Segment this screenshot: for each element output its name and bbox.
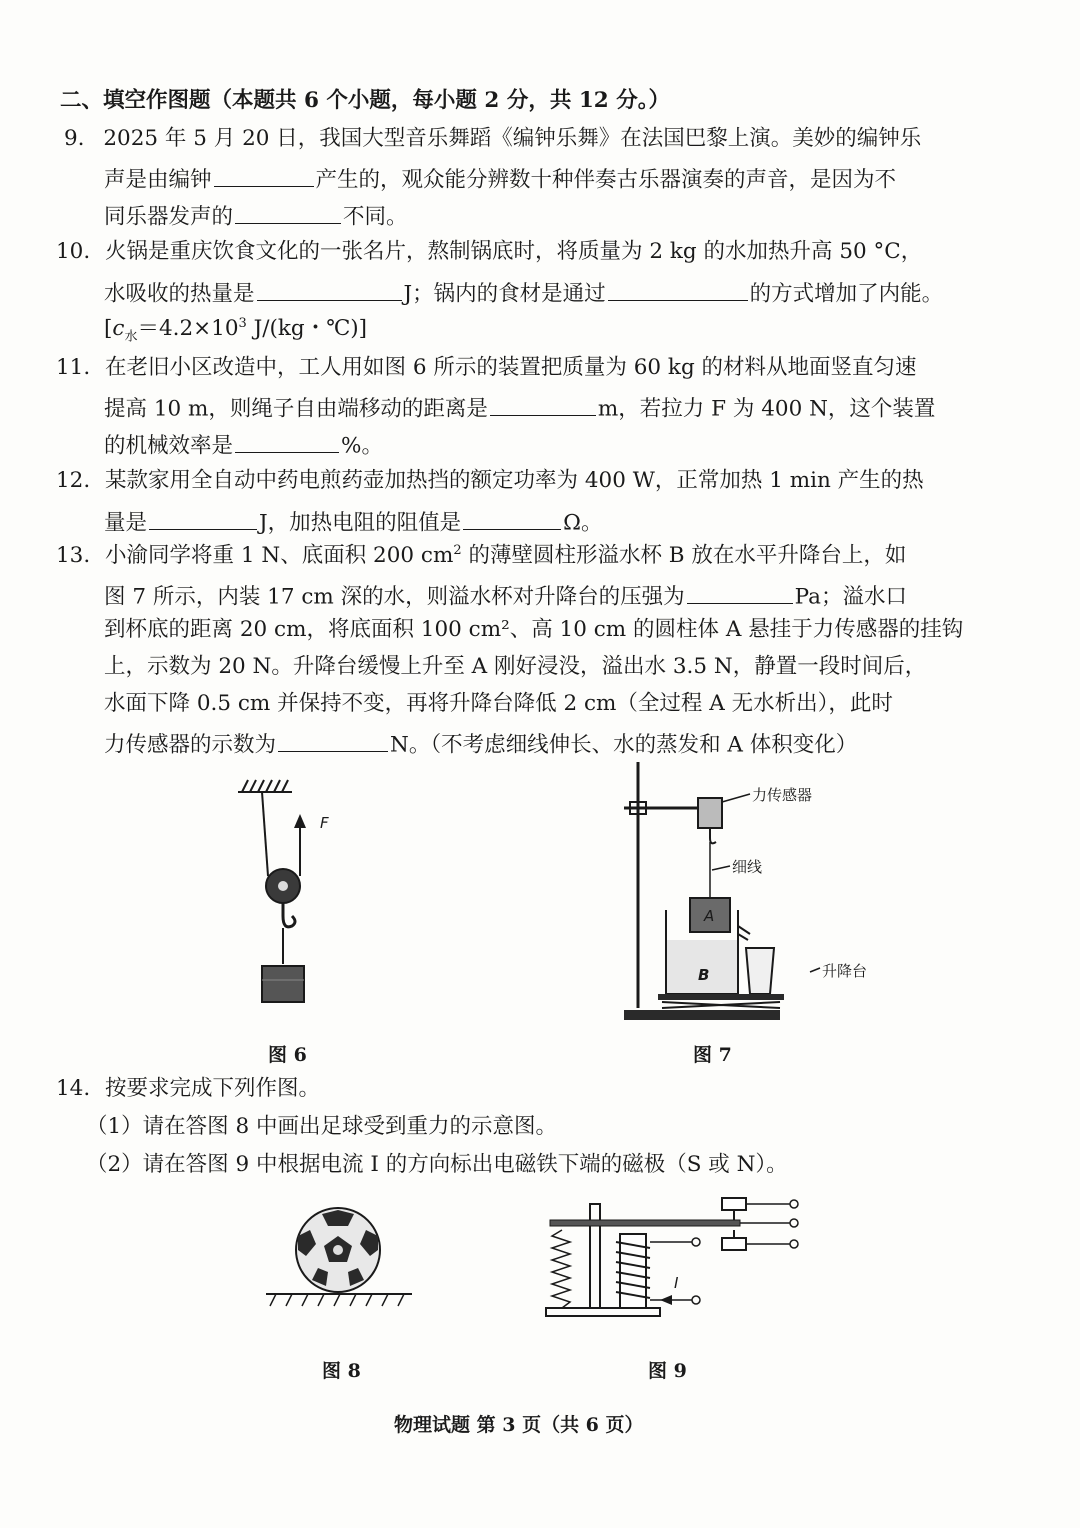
q10-number: 10. <box>56 239 91 264</box>
q13-text-2b: Pa；溢水口 <box>794 584 907 610</box>
q10-formula <box>104 316 367 345</box>
q10-formula-bracket: [ <box>104 316 113 342</box>
q10-text-2b: J；锅内的食材是通过 <box>403 281 606 307</box>
q13-line1 <box>56 543 906 569</box>
small-beaker <box>746 948 774 994</box>
q13-number: 13. <box>56 543 91 569</box>
q11-line2 <box>104 392 935 422</box>
figure-9-caption: 图 9 <box>648 1360 687 1382</box>
q14-part2: （2）请在答图 9 中根据电流 I 的方向标出电磁铁下端的磁极（S 或 N）。 <box>86 1152 788 1177</box>
q12-blank-2[interactable] <box>463 506 561 530</box>
pulley-hook <box>283 903 295 927</box>
force-sensor <box>698 798 722 828</box>
q9-number: 9. <box>64 126 85 151</box>
q10-formula-unit: J/(kg・℃)] <box>246 316 368 342</box>
terminal-lower[interactable] <box>790 1240 798 1248</box>
q10-blank-2[interactable] <box>608 277 748 301</box>
armature-bar <box>550 1220 740 1226</box>
q13-text-6b: N。（不考虑细线伸长、水的蒸发和 A 体积变化） <box>390 732 858 758</box>
q9-line2 <box>104 163 896 193</box>
q13-line3: 到杯底的距离 20 cm，将底面积 100 cm²、高 10 cm 的圆柱体 A 悬挂于力传感器的挂钩 <box>104 617 964 642</box>
q13-blank-2[interactable] <box>278 728 388 752</box>
rope-fixed <box>262 792 268 876</box>
q12-text-2c: Ω。 <box>563 510 603 536</box>
page-footer: 物理试题 第 3 页（共 6 页） <box>394 1414 644 1436</box>
sensor-hook <box>710 828 716 843</box>
terminal-middle[interactable] <box>790 1219 798 1227</box>
q13-text-2a: 图 7 所示，内装 17 cm 深的水，则溢水杯对升降台的压强为 <box>104 584 685 610</box>
contact-upper <box>722 1198 746 1210</box>
terminal-upper[interactable] <box>790 1200 798 1208</box>
lift-scissors <box>662 1002 780 1008</box>
q10-blank-1[interactable] <box>257 277 402 301</box>
q14-line1 <box>56 1076 320 1102</box>
thread-label: 细线 <box>732 858 763 876</box>
q10-line1 <box>56 239 922 265</box>
relay-base <box>546 1308 660 1316</box>
current-arrow <box>660 1295 672 1305</box>
figure-6-caption: 图 6 <box>268 1044 307 1066</box>
q12-line1 <box>56 468 924 494</box>
q11-text-3a: 的机械效率是 <box>104 433 234 459</box>
q13-line6 <box>104 728 857 758</box>
figure-8-football[interactable] <box>262 1200 422 1316</box>
q11-text-1: 在老旧小区改造中，工人用如图 6 所示的装置把质量为 60 kg 的材料从地面竖直匀速 <box>105 355 917 380</box>
q10-formula-sub: 水 <box>124 329 138 345</box>
q13-line2 <box>104 580 907 610</box>
pulley-axle <box>278 881 288 891</box>
q12-blank-1[interactable] <box>149 506 257 530</box>
stand-base <box>624 1010 780 1020</box>
lift-label: 升降台 <box>822 962 868 980</box>
q10-text-1: 火锅是重庆饮食文化的一张名片，熬制锅底时，将质量为 2 kg 的水加热升高 50 °C， <box>105 239 923 264</box>
football-center-dot <box>333 1245 343 1255</box>
q13-text-1b: 的薄壁圆柱形溢水杯 B 放在水平升降台上，如 <box>461 543 907 569</box>
q14-number: 14. <box>56 1076 91 1101</box>
force-label: F <box>320 814 329 832</box>
q12-number: 12. <box>56 468 91 493</box>
lift-platform <box>658 994 784 1000</box>
q11-blank-2[interactable] <box>235 429 339 453</box>
figure-6-pulley <box>220 778 360 1010</box>
q10-text-2c: 的方式增加了内能。 <box>749 281 944 307</box>
figure-7-apparatus <box>610 758 900 1030</box>
q9-blank-2[interactable] <box>235 200 341 224</box>
q13-blank-1[interactable] <box>687 580 793 604</box>
q13-text-6a: 力传感器的示数为 <box>104 732 277 758</box>
q10-formula-value: ＝4.2×10 <box>137 316 239 342</box>
q11-blank-1[interactable] <box>490 392 596 416</box>
q11-line3 <box>104 429 383 459</box>
q9-text-2b: 产生的，观众能分辨数十种伴奏古乐器演奏的声音，是因为不 <box>315 167 897 193</box>
q14-title: 按要求完成下列作图。 <box>105 1076 321 1101</box>
figure-7-caption: 图 7 <box>693 1044 732 1066</box>
q10-text-2a: 水吸收的热量是 <box>104 281 255 307</box>
q10-formula-exp: 3 <box>238 316 247 331</box>
spring <box>552 1230 570 1308</box>
q9-line1 <box>64 126 921 152</box>
q13-text-1a: 小渝同学将重 1 N、底面积 200 cm <box>105 543 454 569</box>
q11-line1 <box>56 355 917 381</box>
q12-text-2a: 量是 <box>104 510 148 536</box>
section-header: 二、填空作图题（本题共 6 个小题，每小题 2 分，共 12 分。） <box>60 88 671 113</box>
q14-part1: （1）请在答图 8 中画出足球受到重力的示意图。 <box>86 1114 558 1139</box>
q9-line3 <box>104 200 408 230</box>
q9-text-3b: 不同。 <box>343 204 408 230</box>
q10-line2 <box>104 277 943 307</box>
contact-lower <box>722 1238 746 1250</box>
sensor-leader <box>722 794 750 802</box>
q12-text-1: 某款家用全自动中药电煎药壶加热挡的额定功率为 400 W，正常加热 1 min 产生的热 <box>105 468 924 493</box>
q9-text-2a: 声是由编钟 <box>104 167 212 193</box>
lift-leader <box>810 968 820 972</box>
figure-8-caption: 图 8 <box>322 1360 361 1382</box>
q13-line5: 水面下降 0.5 cm 并保持不变，再将升降台降低 2 cm（全过程 A 无水析出），此时 <box>104 691 893 716</box>
q13-line4: 上，示数为 20 N。升降台缓慢上升至 A 刚好浸没，溢出水 3.5 N，静置一段时间后， <box>104 654 927 679</box>
terminal-bottom[interactable] <box>692 1296 700 1304</box>
q12-line2 <box>104 506 602 536</box>
q11-number: 11. <box>56 355 91 380</box>
q9-blank-1[interactable] <box>214 163 314 187</box>
current-label: I <box>674 1274 679 1292</box>
q13-text-1-sup: 2 <box>453 543 462 558</box>
spout <box>738 926 750 940</box>
q12-text-2b: J，加热电阻的阻值是 <box>259 510 462 536</box>
ground-hatch <box>270 1294 404 1306</box>
cylinder-a-label: A <box>704 907 715 925</box>
thread-leader <box>712 866 730 870</box>
q9-text-3a: 同乐器发声的 <box>104 204 234 230</box>
figure-9-electromagnet[interactable] <box>540 1190 810 1326</box>
q11-text-2b: m，若拉力 F 为 400 N，这个装置 <box>597 396 936 422</box>
q9-text-1: 2025 年 5 月 20 日，我国大型音乐舞蹈《编钟乐舞》在法国巴黎上演。美妙的编钟乐 <box>103 126 922 151</box>
force-arrow <box>294 814 306 828</box>
ceiling-hatch <box>238 780 292 792</box>
load-block <box>262 966 304 1002</box>
sensor-label: 力传感器 <box>752 786 813 804</box>
terminal-top[interactable] <box>692 1238 700 1246</box>
q10-formula-c: c <box>112 316 125 342</box>
cup-b-label: B <box>698 966 710 984</box>
q11-text-3b: %。 <box>341 433 383 459</box>
q11-text-2a: 提高 10 m，则绳子自由端移动的距离是 <box>104 396 488 422</box>
